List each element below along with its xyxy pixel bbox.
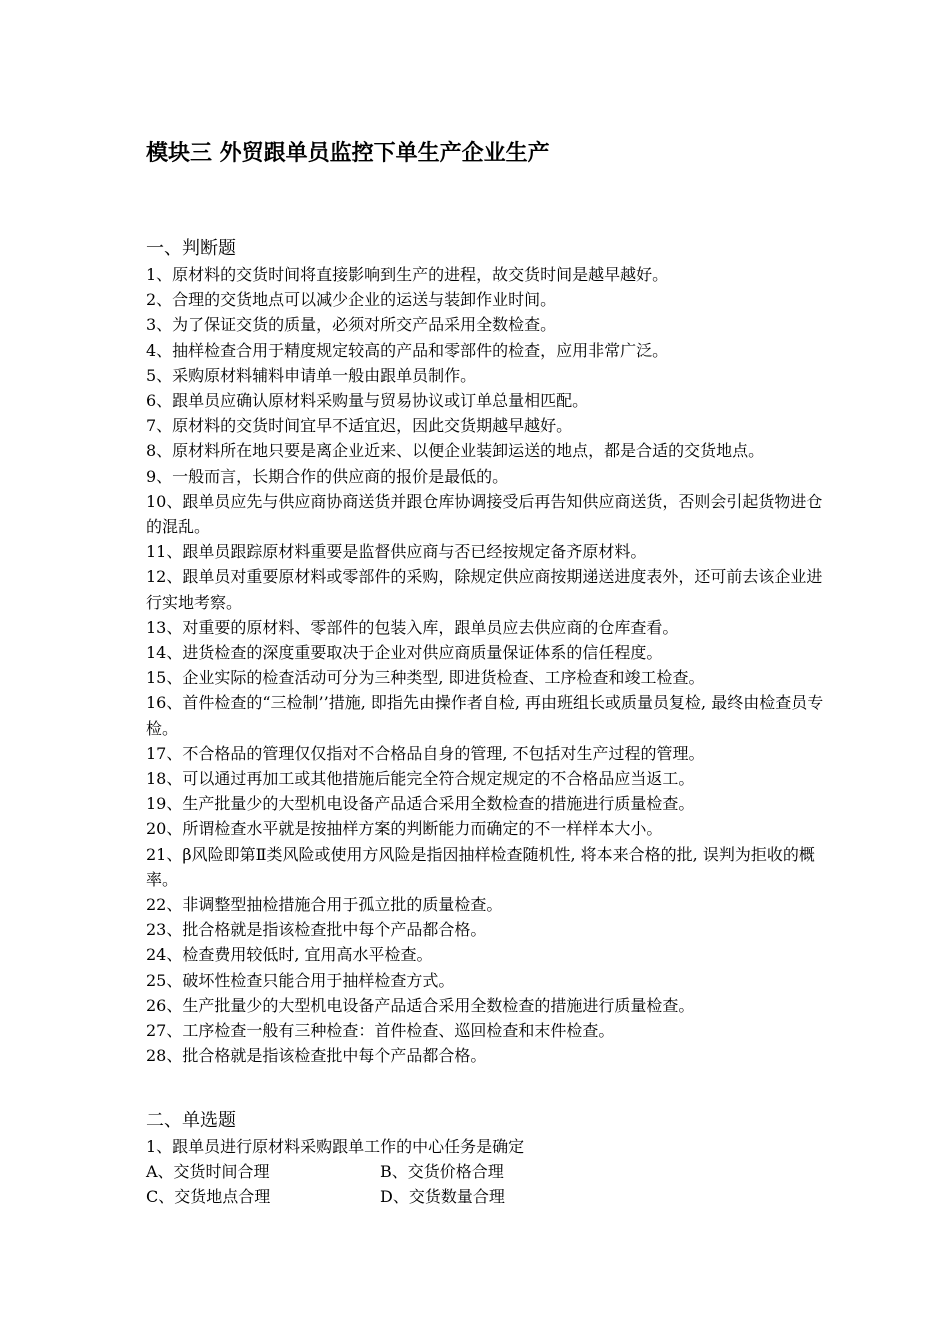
document-title: 模块三 外贸跟单员监控下单生产企业生产: [146, 141, 550, 166]
question-item: 10、跟单员应先与供应商协商送货并跟仓库协调接受后再告知供应商送货，否则会引起货物进仓的混乱。: [146, 491, 823, 537]
question-item: 14、进货检查的深度重要取决于企业对供应商质量保证体系的信任程度。: [146, 643, 663, 663]
question-item: 18、可以通过再加工或其他措施后能完全符合规定规定的不合格品应当返工。: [146, 769, 695, 789]
question-item: 5、采购原材料辅料申请单一般由跟单员制作。: [146, 365, 477, 385]
question-item: 27、工序检查一般有三种检查：首件检查、巡回检查和末件检查。: [146, 1021, 615, 1041]
options-row: [146, 1184, 826, 1209]
question-item: 24、检查费用较低时, 宜用高水平检查。: [146, 945, 433, 965]
question-item: 9、一般而言，长期合作的供应商的报价是最低的。: [146, 466, 509, 486]
question-item: 8、原材料所在地只要是离企业近来、以便企业装卸运送的地点，都是合适的交货地点。: [146, 441, 765, 461]
question-item: 1、原材料的交货时间将直接影响到生产的进程，故交货时间是越早越好。: [146, 265, 669, 284]
question-item: 22、非调整型抽检措施合用于孤立批的质量检查。: [146, 895, 503, 915]
question-item: 28、批合格就是指该检查批中每个产品都合格。: [146, 1046, 487, 1066]
single-choice-section: [146, 1107, 826, 1209]
question-item: 4、抽样检查合用于精度规定较高的产品和零部件的检查，应用非常广泛。: [146, 340, 669, 360]
section-heading: 二、单选题: [146, 1110, 236, 1131]
question-item: 2、合理的交货地点可以减少企业的运送与装卸作业时间。: [146, 290, 557, 310]
question-item: 7、原材料的交货时间宜早不适宜迟，因此交货期越早越好。: [146, 416, 573, 436]
question-item: 19、生产批量少的大型机电设备产品适合采用全数检查的措施进行质量检查。: [146, 794, 695, 814]
option-b: B、交货价格合理: [380, 1162, 504, 1182]
question-list: [146, 262, 826, 1069]
question-item: 6、跟单员应确认原材料采购量与贸易协议或订单总量相匹配。: [146, 391, 589, 411]
question-item: 26、生产批量少的大型机电设备产品适合采用全数检查的措施进行质量检查。: [146, 995, 695, 1015]
question-item: 3、为了保证交货的质量，必须对所交产品采用全数检查。: [146, 315, 557, 335]
options-row: [146, 1159, 826, 1184]
question-item: 15、企业实际的检查活动可分为三种类型, 即进货检查、工序检查和竣工检查。: [146, 668, 705, 688]
question-item: 21、β风险即第Ⅱ类风险或使用方风险是指因抽样检查随机性, 将本来合格的批, 误判为拒收的概率。: [146, 844, 815, 889]
option-a: A、交货时间合理: [146, 1162, 270, 1182]
question-item: 1、跟单员进行原材料采购跟单工作的中心任务是确定: [146, 1137, 525, 1156]
question-item: 12、跟单员对重要原材料或零部件的采购，除规定供应商按期递送进度表外，还可前去该企业进行实地考察。: [146, 567, 823, 612]
question-item: 23、批合格就是指该检查批中每个产品都合格。: [146, 920, 487, 940]
question-item: 13、对重要的原材料、零部件的包装入库，跟单员应去供应商的仓库查看。: [146, 617, 679, 637]
question-item: 25、破坏性检查只能合用于抽样检查方式。: [146, 970, 455, 990]
option-c: C、交货地点合理: [146, 1187, 271, 1207]
question-item: 20、所谓检查水平就是按抽样方案的判断能力而确定的不一样样本大小。: [146, 819, 663, 839]
question-item: 11、跟单员跟踪原材料重要是监督供应商与否已经按规定备齐原材料。: [146, 542, 647, 562]
true-false-section: [146, 235, 826, 1069]
question-item: 17、不合格品的管理仅仅指对不合格品自身的管理, 不包括对生产过程的管理。: [146, 743, 705, 763]
section-heading: 一、判断题: [146, 238, 236, 259]
option-d: D、交货数量合理: [380, 1187, 505, 1207]
question-item: 16、首件检查的“三检制’’措施, 即指先由操作者自检, 再由班组长或质量员复检, 最终由检查员专检。: [146, 693, 824, 738]
